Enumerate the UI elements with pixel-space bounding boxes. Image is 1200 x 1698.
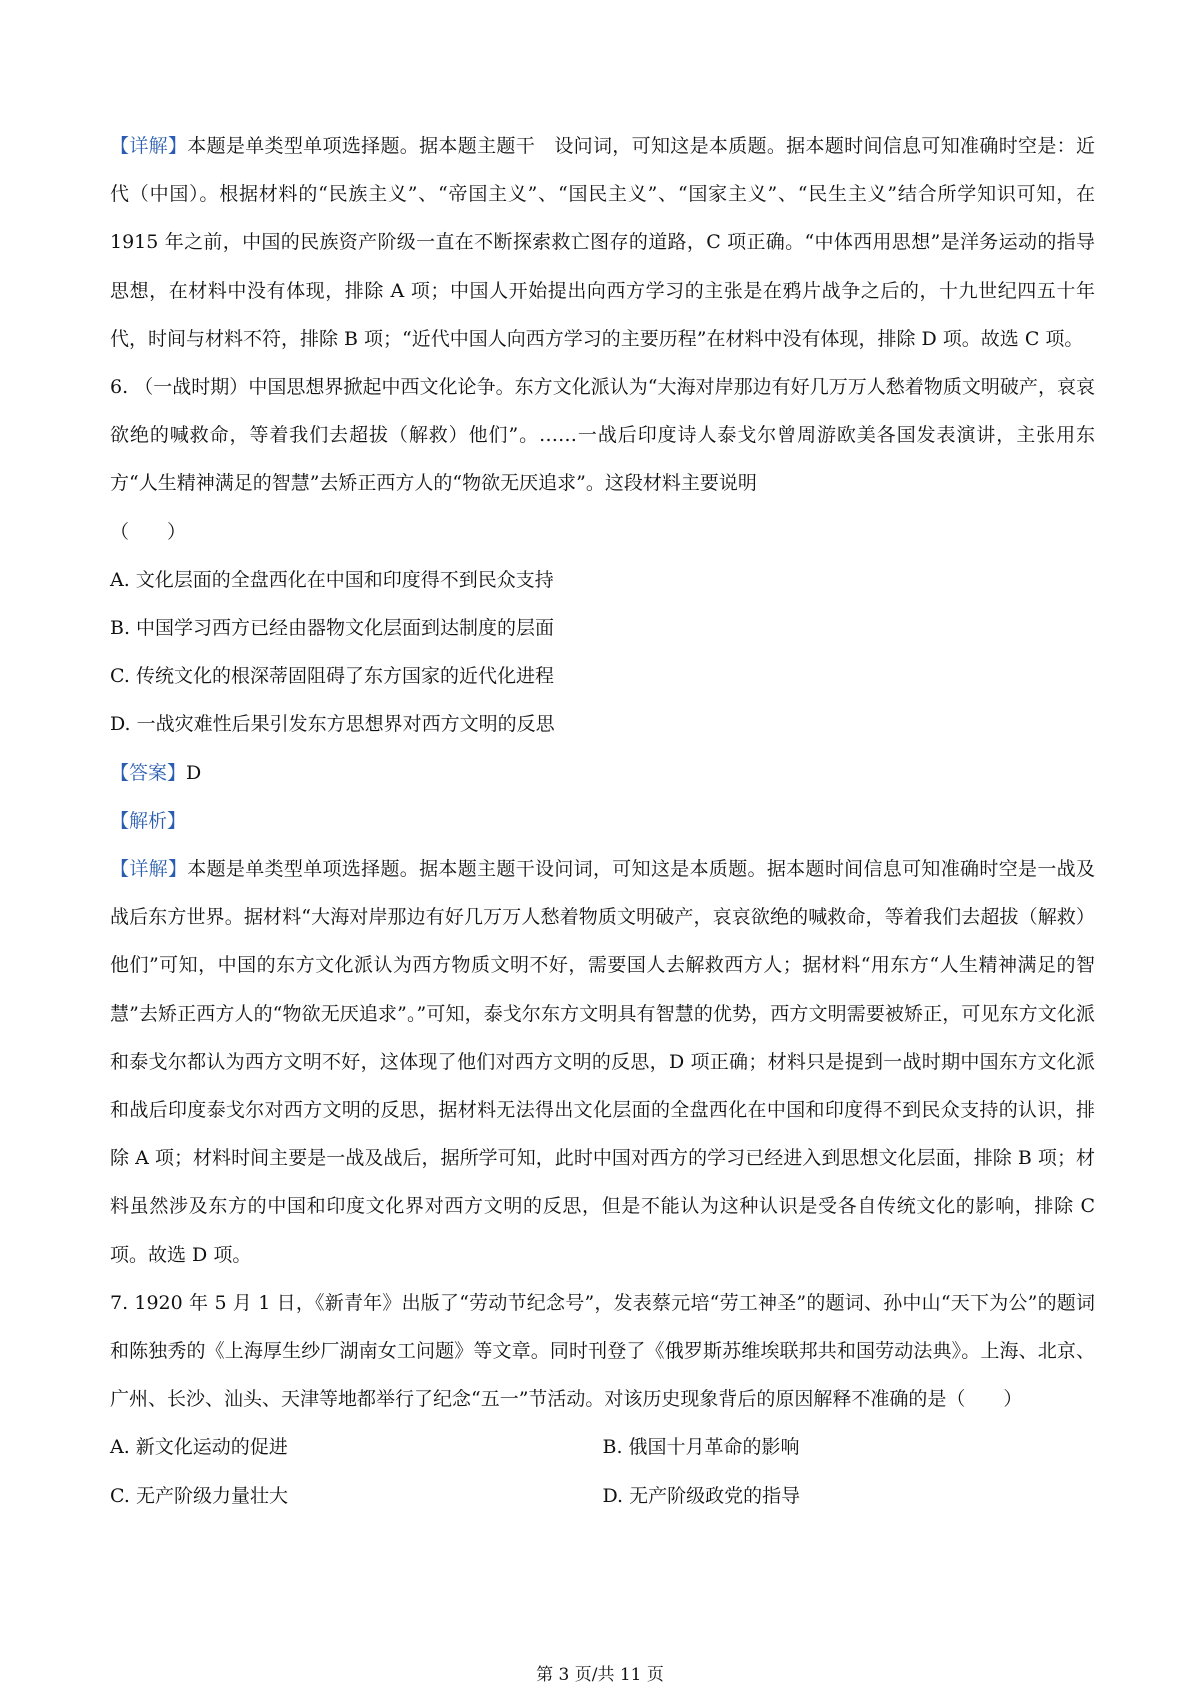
q7-option-b: B. 俄国十月革命的影响	[602, 1436, 800, 1459]
q5-detail-text: 本题是单类型单项选择题。据本题主题干 设问词，可知这是本质题。据本题时间信息可知准确时空是：近代（中国）。根据材料的“民族主义”、“帝国主义”、“国民主义”、“国家主义”、“民生主义”结合所学知识可知，在 1915 年之前，中国的民族资产阶级一直在不断探索救亡图存的道路，C 项正确。“中体西用思想”是洋务运动的指导思想，在材料中没有体现，排除 A 项；中国人开始提出向西方学习的主张是在鸦片战争之后的，十九世纪四五十年代，时间与材料不符，排除 B 项；“近代中国人向西方学习的主要历程”在材料中没有体现，排除 D 项。故选 C 项。	[110, 135, 1095, 350]
q6-answer-value: D	[186, 761, 202, 784]
q6-detail	[110, 845, 1095, 1279]
page-footer: 第 3 页/共 11 页	[536, 1665, 664, 1685]
q5-detail-label: 【详解】	[110, 135, 188, 157]
q6-answer	[110, 749, 1095, 797]
q6-stem: 6. （一战时期）中国思想界掀起中西文化论争。东方文化派认为“大海对岸那边有好几万万人愁着物质文明破产，哀哀欲绝的喊救命，等着我们去超拔（解救）他们”。……一战后印度诗人泰戈尔曾周游欧美各国发表演讲，主张用东方“人生精神满足的智慧”去矫正西方人的“物欲无厌追求”。这段材料主要说明	[110, 376, 1095, 495]
q7-stem: 7. 1920 年 5 月 1 日，《新青年》出版了“劳动节纪念号”，发表蔡元培“劳工神圣”的题词、孙中山“天下为公”的题词和陈独秀的《上海厚生纱厂湖南女工问题》等文章。同时刊登了《俄罗斯苏维埃联邦共和国劳动法典》。上海、北京、广州、长沙、汕头、天津等地都举行了纪念“五一”节活动。对该历史现象背后的原因解释不准确的是（ ）	[110, 1291, 1095, 1411]
q5-detail	[110, 122, 1095, 363]
q6-option-b: B. 中国学习西方已经由器物文化层面到达制度的层面	[110, 617, 555, 640]
q7-options-row-2	[110, 1472, 1095, 1520]
q6-analysis-label: 【解析】	[110, 809, 187, 832]
q6-answer-label: 【答案】	[110, 761, 187, 784]
q6-detail-label: 【详解】	[110, 858, 188, 881]
q7-options-row-1	[110, 1423, 1095, 1471]
q7-option-c: C. 无产阶级力量壮大	[110, 1484, 288, 1507]
q6-option-d: D. 一战灾难性后果引发东方思想界对西方文明的反思	[110, 713, 555, 736]
q7-option-a: A. 新文化运动的促进	[110, 1436, 288, 1459]
q6-option-c: C. 传统文化的根深蒂固阻碍了东方国家的近代化进程	[110, 665, 554, 688]
q6-option-a: A. 文化层面的全盘西化在中国和印度得不到民众支持	[110, 568, 554, 591]
page-content	[110, 122, 1095, 1520]
q6-blank: （ ）	[110, 520, 187, 543]
q6-detail-text: 本题是单类型单项选择题。据本题主题干设问词，可知这是本质题。据本题时间信息可知准确时空是一战及战后东方世界。据材料“大海对岸那边有好几万万人愁着物质文明破产，哀哀欲绝的喊救命，等着我们去超拔（解救）他们”可知，中国的东方文化派认为西方物质文明不好，需要国人去解救西方人；据材料“用东方“人生精神满足的智慧”去矫正西方人的“物欲无厌追求”。”可知，泰戈尔东方文明具有智慧的优势，西方文明需要被矫正，可见东方文化派和泰戈尔都认为西方文明不好，这体现了他们对西方文明的反思，D 项正确；材料只是提到一战时期中国东方文化派和战后印度泰戈尔对西方文明的反思，据材料无法得出文化层面的全盘西化在中国和印度得不到民众支持的认识，排除 A 项；材料时间主要是一战及战后，据所学可知，此时中国对西方的学习已经进入到思想文化层面，排除 B 项；材料虽然涉及东方的中国和印度文化界对西方文明的反思，但是不能认为这种认识是受各自传统文化的影响，排除 C 项。故选 D 项。	[110, 858, 1095, 1266]
q7-option-d: D. 无产阶级政党的指导	[602, 1484, 801, 1507]
